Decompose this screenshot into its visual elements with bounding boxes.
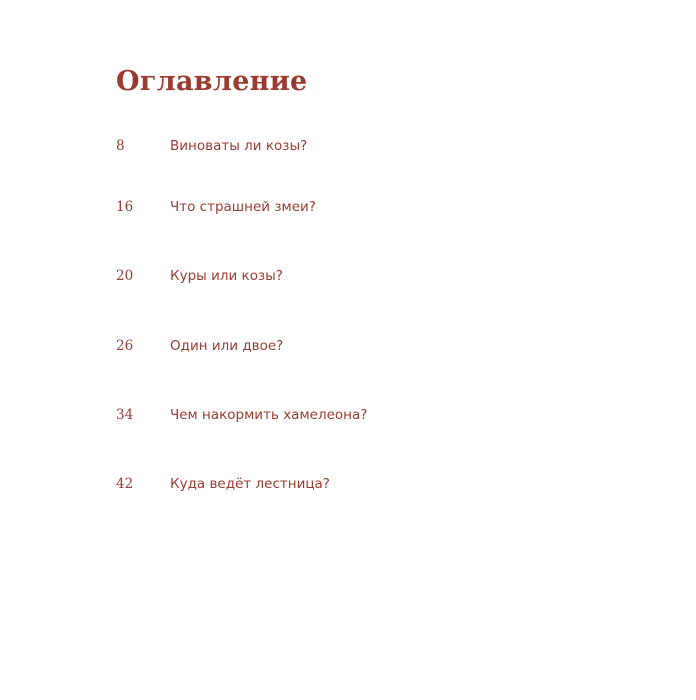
toc-page-number: 42	[116, 476, 134, 492]
toc-page-number: 8	[116, 138, 125, 154]
toc-page-number: 34	[116, 407, 134, 423]
toc-page-number: 16	[116, 199, 134, 215]
toc-entry-label: Виноваты ли козы?	[170, 138, 308, 154]
toc-entry[interactable]	[116, 405, 556, 425]
toc-entry-label: Куры или козы?	[170, 268, 283, 284]
toc-entry-label: Один или двое?	[170, 338, 284, 354]
toc-page-number: 20	[116, 268, 134, 284]
toc-page-number: 26	[116, 338, 134, 354]
toc-title: Оглавление	[116, 66, 308, 97]
toc-entry-label: Что страшней змеи?	[170, 199, 316, 215]
toc-entry-label: Чем накормить хамелеона?	[170, 407, 368, 423]
toc-entry[interactable]	[116, 336, 556, 356]
toc-entry[interactable]	[116, 474, 556, 494]
toc-entry[interactable]	[116, 136, 556, 156]
toc-entry[interactable]	[116, 197, 556, 217]
toc-entry-label: Куда ведёт лестница?	[170, 476, 330, 492]
toc-entry[interactable]	[116, 266, 556, 286]
